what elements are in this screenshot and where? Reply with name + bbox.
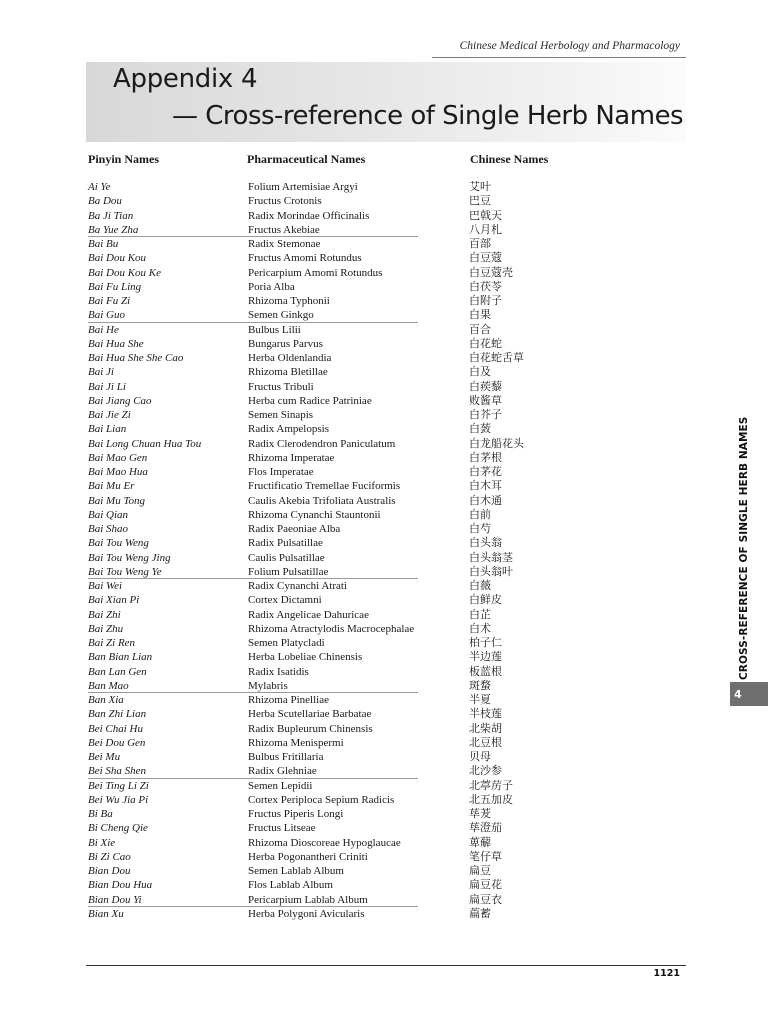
chinese-name: 巴豆: [469, 194, 491, 208]
pharmaceutical-name: Caulis Akebia Trifoliata Australis: [248, 494, 396, 507]
pharmaceutical-name: Radix Bupleurum Chinensis: [248, 722, 373, 735]
table-row: [0, 408, 700, 422]
chinese-name: 扁豆衣: [469, 892, 502, 906]
pinyin-name: Bi Zi Cao: [88, 850, 131, 863]
table-row: [0, 679, 700, 693]
pharmaceutical-name: Caulis Pulsatillae: [248, 551, 325, 564]
pharmaceutical-name: Herba Scutellariae Barbatae: [248, 708, 372, 721]
pharmaceutical-name: Cortex Dictamni: [248, 594, 322, 607]
pharmaceutical-name: Radix Pulsatillae: [248, 537, 323, 550]
chinese-name: 半边莲: [469, 650, 502, 664]
side-tab-number: 4: [730, 682, 768, 706]
footer-rule: [86, 965, 686, 966]
pharmaceutical-name: Rhizoma Imperatae: [248, 451, 335, 464]
chinese-name: 百合: [469, 322, 491, 336]
pinyin-name: Bai Hua She: [88, 337, 144, 350]
chinese-name: 萆薢: [469, 835, 491, 849]
table-row: [0, 764, 700, 778]
pinyin-name: Bai Jiang Cao: [88, 394, 152, 407]
chinese-name: 白芷: [469, 607, 491, 621]
pharmaceutical-name: Rhizoma Cynanchi Stauntonii: [248, 508, 381, 521]
chinese-name: 白及: [469, 365, 491, 379]
chinese-name: 白头翁叶: [469, 564, 513, 578]
pinyin-name: Bian Dou Yi: [88, 893, 142, 906]
pharmaceutical-name: Herba Lobeliae Chinensis: [248, 651, 363, 664]
table-row: [0, 451, 700, 465]
table-row: [0, 665, 700, 679]
table-row: [0, 707, 700, 721]
pinyin-name: Ban Mao: [88, 679, 129, 692]
pinyin-name: Bai Zhu: [88, 622, 124, 635]
pharmaceutical-name: Cortex Periploca Sepium Radicis: [248, 793, 395, 806]
pinyin-name: Ban Zhi Lian: [88, 708, 147, 721]
chinese-name: 白前: [469, 507, 491, 521]
table-row: [0, 337, 700, 351]
chinese-name: 北葶苈子: [469, 778, 513, 792]
pinyin-name: Bai Guo: [88, 309, 125, 322]
pinyin-name: Bi Cheng Qie: [88, 822, 148, 835]
pharmaceutical-name: Radix Paeoniae Alba: [248, 523, 341, 535]
pharmaceutical-name: Pericarpium Amomi Rotundus: [248, 266, 383, 279]
pharmaceutical-name: Herba Oldenlandia: [248, 352, 332, 364]
pharmaceutical-name: Radix Glehniae: [248, 765, 317, 778]
page-number: 1121: [653, 968, 680, 979]
chinese-name: 八月札: [469, 222, 502, 236]
pharmaceutical-name: Poria Alba: [248, 280, 295, 293]
table-row: [0, 807, 700, 821]
pinyin-name: Bai Dou Kou: [88, 252, 147, 265]
chinese-name: 白芍: [469, 522, 491, 535]
chinese-name: 柏子仁: [469, 636, 502, 649]
pharmaceutical-name: Rhizoma Bletillae: [248, 366, 328, 379]
page-title: Appendix 4: [113, 64, 258, 94]
pinyin-name: Bai Jie Zi: [88, 409, 131, 421]
table-row: [0, 308, 700, 322]
chinese-name: 北豆根: [469, 735, 502, 749]
table-row: [0, 323, 700, 337]
pharmaceutical-name: Fructus Amomi Rotundus: [248, 252, 362, 265]
chinese-name: 白豆蔻: [469, 251, 502, 265]
chinese-name: 半枝莲: [469, 707, 502, 721]
pinyin-name: Bi Xie: [88, 836, 116, 849]
pinyin-name: Bai Hua She She Cao: [88, 352, 184, 364]
pinyin-name: Bei Sha Shen: [88, 765, 147, 778]
chinese-name: 白附子: [469, 294, 502, 307]
chinese-name: 白鲜皮: [469, 593, 502, 607]
table-row: [0, 280, 700, 294]
pharmaceutical-name: Radix Isatidis: [248, 665, 309, 678]
chinese-name: 白蔹: [469, 422, 491, 436]
chinese-name: 白头翁: [469, 536, 502, 550]
pharmaceutical-name: Fructus Litseae: [248, 822, 316, 835]
pinyin-name: Ban Lan Gen: [88, 665, 147, 678]
running-head: Chinese Medical Herbology and Pharmacology: [459, 40, 680, 52]
pharmaceutical-name: Rhizoma Menispermi: [248, 736, 344, 749]
pharmaceutical-name: Folium Pulsatillae: [248, 565, 329, 578]
chinese-name: 荜茇: [469, 807, 491, 820]
table-row: [0, 722, 700, 736]
chinese-name: 白豆蔻壳: [469, 265, 513, 279]
table-row: [0, 351, 700, 365]
table-row: [0, 736, 700, 750]
chinese-name: 白花蛇: [469, 336, 502, 350]
column-header-chinese: Chinese Names: [470, 152, 549, 166]
pinyin-name: Bai Mao Gen: [88, 451, 148, 464]
table-row: [0, 180, 700, 194]
table-row: [0, 380, 700, 394]
pinyin-name: Ban Xia: [88, 694, 124, 706]
pharmaceutical-name: Radix Ampelopsis: [248, 423, 329, 436]
chinese-name: 北五加皮: [469, 792, 513, 806]
header-rule: [432, 57, 686, 58]
table-row: [0, 836, 700, 850]
pharmaceutical-name: Herba Polygoni Avicularis: [248, 907, 365, 920]
pinyin-name: Bian Dou Hua: [88, 879, 153, 892]
pinyin-name: Bai Fu Ling: [88, 280, 142, 293]
chinese-name: 白花蛇舌草: [469, 351, 524, 364]
table-row: [0, 223, 700, 237]
table-row: [0, 237, 700, 251]
pharmaceutical-name: Fructificatio Tremellae Fuciformis: [248, 480, 401, 493]
pinyin-name: Bai Tou Weng Jing: [88, 551, 171, 564]
table-row: [0, 593, 700, 607]
pharmaceutical-name: Bungarus Parvus: [248, 337, 323, 350]
pharmaceutical-name: Fructus Piperis Longi: [248, 808, 344, 820]
pharmaceutical-name: Pericarpium Lablab Album: [248, 893, 368, 906]
pinyin-name: Bei Dou Gen: [88, 736, 146, 749]
table-row: [0, 750, 700, 764]
pharmaceutical-name: Flos Imperatae: [248, 466, 314, 478]
table-row: [0, 266, 700, 280]
pinyin-name: Ba Ji Tian: [88, 209, 134, 222]
pharmaceutical-name: Semen Sinapis: [248, 409, 314, 421]
table-row: [0, 636, 700, 650]
pinyin-name: Bai Mao Hua: [88, 466, 148, 478]
table-row: [0, 650, 700, 664]
table-row: [0, 878, 700, 892]
chinese-name: 白头翁茎: [469, 550, 513, 564]
pharmaceutical-name: Fructus Crotonis: [248, 195, 322, 208]
table-row: [0, 494, 700, 508]
chinese-name: 萹蓄: [469, 906, 491, 920]
column-header-pharmaceutical: Pharmaceutical Names: [247, 152, 366, 166]
table-row: [0, 693, 700, 707]
pinyin-name: Bai Ji: [88, 366, 114, 379]
table-row: [0, 465, 700, 479]
pinyin-name: Bai He: [88, 323, 119, 336]
table-row: [0, 437, 700, 451]
table-row: [0, 294, 700, 308]
chinese-name: 白茯苓: [469, 279, 502, 293]
pinyin-name: Bai Fu Zi: [88, 295, 131, 307]
pharmaceutical-name: Rhizoma Typhonii: [248, 295, 330, 307]
table-row: [0, 479, 700, 493]
pharmaceutical-name: Semen Platycladi: [248, 637, 325, 649]
pinyin-name: Bai Long Chuan Hua Tou: [88, 437, 202, 450]
pharmaceutical-name: Radix Stemonae: [248, 238, 321, 250]
pharmaceutical-name: Herba Pogonantheri Criniti: [248, 850, 368, 863]
page-subtitle: — Cross-reference of Single Herb Names: [172, 101, 684, 131]
chinese-name: 败酱草: [469, 393, 502, 407]
table-row: [0, 551, 700, 565]
pharmaceutical-name: Semen Ginkgo: [248, 309, 314, 322]
pinyin-name: Bai Dou Kou Ke: [88, 266, 162, 279]
pharmaceutical-name: Flos Lablab Album: [248, 879, 333, 892]
chinese-name: 北柴胡: [469, 721, 502, 735]
pinyin-name: Bian Xu: [88, 907, 124, 920]
chinese-name: 白果: [469, 308, 491, 322]
table-row: [0, 422, 700, 436]
pinyin-name: Bai Tou Weng: [88, 537, 149, 550]
pharmaceutical-name: Bulbus Fritillaria: [248, 751, 324, 763]
chinese-name: 笔仔草: [469, 849, 502, 863]
chinese-name: 板蓝根: [469, 664, 502, 678]
table-row: [0, 508, 700, 522]
pinyin-name: Bai Tou Weng Ye: [88, 565, 162, 578]
chinese-name: 白龙船花头: [469, 436, 524, 450]
chinese-name: 斑蝥: [469, 678, 491, 692]
table-row: [0, 608, 700, 622]
pinyin-name: Bai Wei: [88, 580, 123, 592]
pinyin-name: Bei Mu: [88, 751, 121, 763]
chinese-name: 白芥子: [469, 408, 502, 421]
pinyin-name: Ba Dou: [88, 195, 122, 208]
pharmaceutical-name: Rhizoma Dioscoreae Hypoglaucae: [248, 836, 401, 849]
table-row: [0, 850, 700, 864]
chinese-name: 白木耳: [469, 479, 502, 493]
table-row: [0, 907, 700, 921]
table-row: [0, 579, 700, 593]
pinyin-name: Bei Wu Jia Pi: [88, 793, 149, 806]
pharmaceutical-name: Semen Lepidii: [248, 779, 313, 792]
table-row: [0, 536, 700, 550]
pinyin-name: Bai Xian Pi: [88, 594, 140, 607]
pharmaceutical-name: Rhizoma Atractylodis Macrocephalae: [248, 622, 415, 635]
pinyin-name: Bei Ting Li Zi: [88, 779, 149, 792]
side-tab-label: CROSS-REFERENCE OF SINGLE HERB NAMES: [738, 416, 750, 680]
herb-name-table: [0, 180, 700, 921]
table-row: [0, 251, 700, 265]
chinese-name: 白蒺藜: [469, 379, 502, 393]
pinyin-name: Bai Qian: [88, 508, 129, 521]
pinyin-name: Bian Dou: [88, 865, 131, 877]
chinese-name: 百部: [469, 237, 491, 250]
column-header-pinyin: Pinyin Names: [88, 152, 160, 166]
chinese-name: 巴戟天: [469, 208, 502, 222]
chinese-name: 白茅根: [469, 450, 502, 464]
chinese-name: 白木通: [469, 493, 502, 507]
pharmaceutical-name: Folium Artemisiae Argyi: [248, 181, 358, 193]
pinyin-name: Bai Lian: [88, 423, 127, 436]
chinese-name: 白薇: [469, 579, 491, 592]
table-row: [0, 522, 700, 536]
pinyin-name: Bai Shao: [88, 523, 129, 535]
chinese-name: 艾叶: [469, 180, 491, 193]
chinese-name: 半夏: [469, 693, 491, 706]
pharmaceutical-name: Radix Morindae Officinalis: [248, 209, 370, 222]
table-row: [0, 194, 700, 208]
chinese-name: 白茅花: [469, 465, 502, 478]
table-row: [0, 893, 700, 907]
pinyin-name: Ban Bian Lian: [88, 651, 153, 664]
table-row: [0, 394, 700, 408]
pinyin-name: Bai Mu Tong: [88, 494, 146, 507]
pinyin-name: Bai Zi Ren: [88, 637, 136, 649]
chinese-name: 荜澄茄: [469, 821, 502, 835]
pinyin-name: Bai Ji Li: [88, 380, 126, 393]
pinyin-name: Bai Mu Er: [88, 480, 135, 493]
pharmaceutical-name: Bulbus Lilii: [248, 323, 301, 336]
pinyin-name: Bai Bu: [88, 238, 119, 250]
table-row: [0, 779, 700, 793]
table-row: [0, 565, 700, 579]
pharmaceutical-name: Rhizoma Pinelliae: [248, 694, 329, 706]
chinese-name: 北沙参: [469, 764, 502, 778]
table-row: [0, 209, 700, 223]
table-row: [0, 821, 700, 835]
pharmaceutical-name: Fructus Akebiae: [248, 223, 320, 236]
chinese-name: 扁豆: [469, 864, 491, 877]
pharmaceutical-name: Semen Lablab Album: [248, 865, 344, 877]
table-row: [0, 365, 700, 379]
pharmaceutical-name: Radix Cynanchi Atrati: [248, 580, 347, 592]
table-row: [0, 622, 700, 636]
pharmaceutical-name: Radix Clerodendron Paniculatum: [248, 437, 396, 450]
pinyin-name: Bai Zhi: [88, 608, 121, 621]
pharmaceutical-name: Mylabris: [248, 679, 288, 692]
pharmaceutical-name: Fructus Tribuli: [248, 380, 314, 393]
pharmaceutical-name: Radix Angelicae Dahuricae: [248, 608, 369, 621]
pharmaceutical-name: Herba cum Radice Patriniae: [248, 394, 372, 407]
pinyin-name: Ba Yue Zha: [88, 223, 139, 236]
table-row: [0, 864, 700, 878]
chinese-name: 扁豆花: [469, 878, 502, 892]
chinese-name: 白术: [469, 621, 491, 635]
chinese-name: 贝母: [469, 750, 491, 763]
table-row: [0, 793, 700, 807]
pinyin-name: Bei Chai Hu: [88, 722, 143, 735]
pinyin-name: Bi Ba: [88, 808, 113, 820]
pinyin-name: Ai Ye: [88, 181, 111, 193]
